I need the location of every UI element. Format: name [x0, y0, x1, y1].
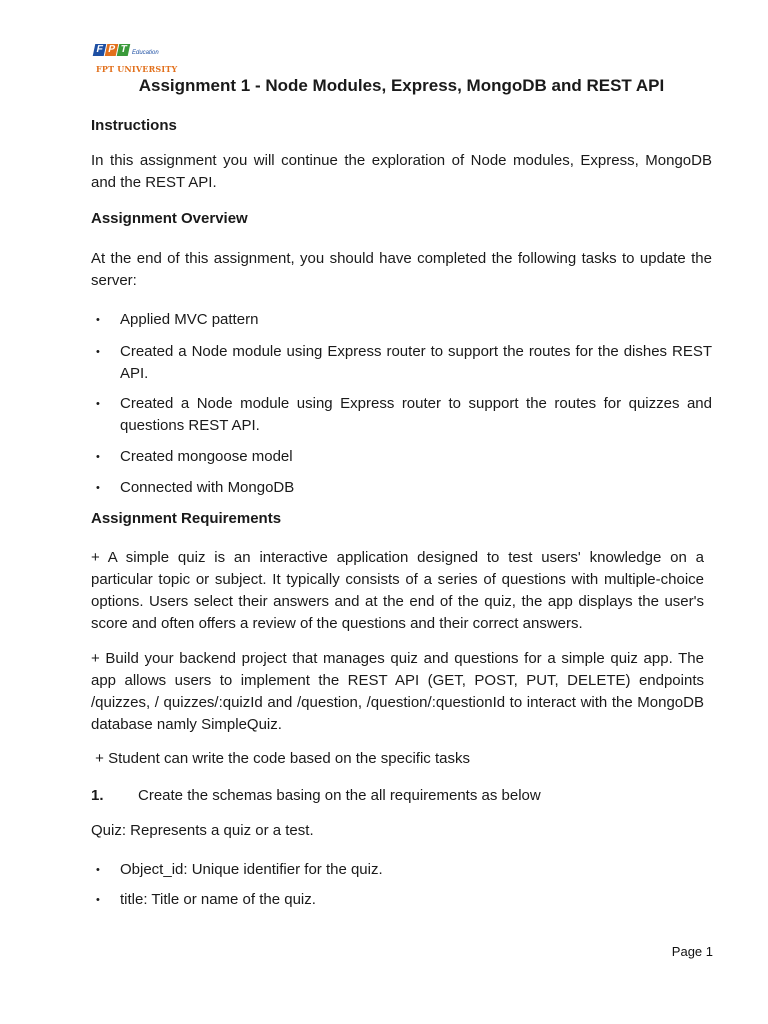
- list-item-text: Connected with MongoDB: [120, 479, 295, 496]
- quiz-intro: Quiz: Represents a quiz or a test.: [91, 822, 314, 839]
- requirements-paragraph-2: + Build your backend project that manages quiz and questions for a simple quiz app. The app allows users to implement the REST API (GET, POST, PUT, DELETE) endpoints /quizzes, / quizzes/:quizId and /question, /question/:questionId to interact with the MongoDB database namly SimpleQuiz.: [91, 650, 704, 733]
- step-number: 1.: [91, 787, 104, 804]
- bullet: •: [96, 451, 100, 463]
- bullet: •: [96, 482, 100, 494]
- instructions-heading: Instructions: [91, 117, 177, 134]
- requirements-paragraph-1: + A simple quiz is an interactive application designed to test users' knowledge on a particular topic or subject. It typically consists of a series of questions with multiple-choice options. Users select their answers and at the end of the quiz, the app displays the user's score and often offers a review of the questions and their correct answers.: [91, 549, 704, 632]
- list-item: [91, 341, 712, 385]
- logo-university-text: FPT UNIVERSITY: [96, 64, 178, 74]
- list-item: [91, 309, 712, 331]
- bullet: •: [96, 346, 100, 358]
- bullet: •: [96, 894, 100, 906]
- logo-letter-t: T: [117, 44, 131, 56]
- logo-letter-p: P: [105, 44, 119, 56]
- list-item-text: Created a Node module using Express router to support the routes for the dishes REST API.: [120, 343, 712, 382]
- list-item: [91, 889, 712, 911]
- fpt-letters: [94, 44, 130, 58]
- requirements-paragraph-3: + Student can write the code based on the specific tasks: [91, 750, 470, 767]
- fpt-university-logo: [94, 44, 178, 76]
- logo-education-text: Education: [132, 50, 159, 56]
- instructions-text: In this assignment you will continue the exploration of Node modules, Express, MongoDB and the REST API.: [91, 152, 712, 191]
- bullet: •: [96, 398, 100, 410]
- step-text: Create the schemas basing on the all requirements as below: [138, 787, 541, 804]
- list-item-text: Object_id: Unique identifier for the quiz.: [120, 861, 383, 878]
- list-item-text: Created mongoose model: [120, 448, 293, 465]
- list-item-text: title: Title or name of the quiz.: [120, 891, 316, 908]
- bullet: •: [96, 864, 100, 876]
- logo-letter-f: F: [93, 44, 107, 56]
- list-item: [91, 446, 712, 468]
- list-item: [91, 859, 712, 881]
- list-item-text: Created a Node module using Express router to support the routes for quizzes and questions REST API.: [120, 395, 712, 434]
- list-item: [91, 393, 712, 437]
- list-item: [91, 477, 712, 499]
- list-item-text: Applied MVC pattern: [120, 311, 259, 328]
- numbered-step: [91, 785, 541, 807]
- bullet: •: [96, 314, 100, 326]
- page-number: Page 1: [671, 944, 713, 959]
- overview-heading: Assignment Overview: [91, 210, 248, 227]
- overview-intro: At the end of this assignment, you should have completed the following tasks to update the server:: [91, 250, 712, 289]
- document-title: Assignment 1 - Node Modules, Express, MongoDB and REST API: [138, 76, 665, 95]
- requirements-heading: Assignment Requirements: [91, 510, 282, 527]
